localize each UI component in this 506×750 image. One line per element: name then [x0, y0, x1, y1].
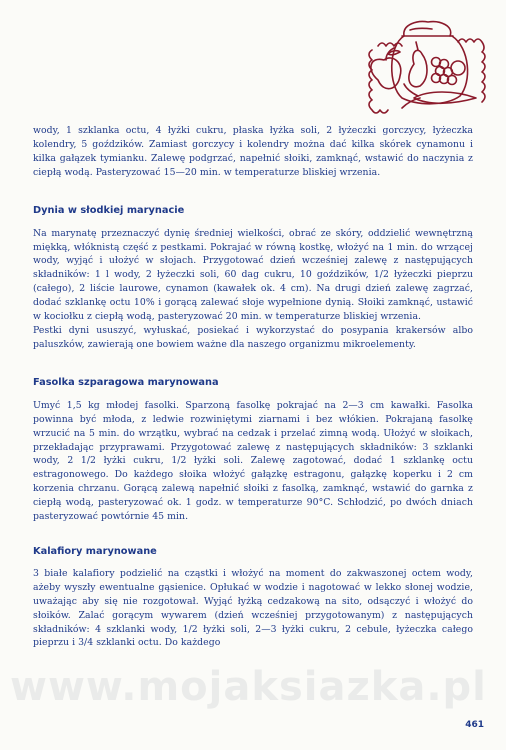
recipe-title: Dynia w słodkiej marynacie [33, 204, 185, 216]
watermark: www.mojaksiazka.pl [10, 664, 487, 710]
intro-paragraph: wody, 1 szklanka octu, 4 łyżki cukru, płaska łyżka soli, 2 łyżeczki gorczycy, łyżeczka kolendry, 5 goździków. Zamiast gorczycy i kolendry można dać kilka skórek cynamonu i kilka gałązek tymianku. Zalewę podgrzać, napełnić słoiki, zamknąć, wstawić do naczynia z ciepłą wodą. Pasteryzować 15—20 min. w temperaturze bliskiej wrzenia. [33, 125, 473, 178]
recipe-paragraph: Umyć 1,5 kg młodej fasolki. Sparzoną fasolkę pokrajać na 2—3 cm kawałki. Fasolka powinna być młoda, z ledwie rozwiniętymi ziarnami i bez włókien. Pokrajaną fasolkę wrzucić na 5 min. do wrzątku, wybrać na cedzak i przelać zimną wodą. Ułożyć w słoikach, przekładając przyprawami. Przygotować zalewę z następujących składników: 3 szklanki wody, 2 1/2 łyżki cukru, 1/2 łyżki soli. Zalewę zagotować, dodać 1 szklankę octu estragonowego. Do każdego słoika włożyć gałązkę estragonu, gałązkę koperku i 2 cm korzenia chrzanu. Gorącą zalewą napełnić słoiki z fasolką, zamknąć, wstawić do garnka z ciepłą wodą, pasteryzować ok. 1 godz. w temperaturze 90°C. Schłodzić, po dwóch dniach pasteryzować powtórnie 45 min. [33, 399, 473, 523]
page-content [33, 124, 473, 650]
recipe-paragraph: Pestki dyni ususzyć, wyłuskać, posiekać i wykorzystać do posypania krakersów albo paluszków, zawierają one bowiem ważne dla naszego organizmu mikroelementy. [33, 324, 473, 350]
recipe-paragraph: Na marynatę przeznaczyć dynię średniej wielkości, obrać ze skóry, oddzielić wewnętrzną miękką, włóknistą część z pestkami. Pokrajać w równą kostkę, włożyć na 1 min. do wrzącej wody, wyjąć i ułożyć w słojach. Przygotować dzień wcześniej zalewę z następujących składników: 1 l wody, 2 łyżeczki soli, 60 dag cukru, 10 goździków, 1/2 łyżeczki pieprzu (całego), 2 liście laurowe, cynamon (kawałek ok. 4 cm). Na drugi dzień zalewę zagrzać, dodać szklankę octu 10% i gorącą zalewać słoje wypełnione dynią. Słoiki zamknąć, ustawić w kociołku z ciepłą wodą, pasteryzować 20 min. w temperaturze bliskiej wrzenia. [33, 227, 473, 323]
jar-with-vegetables-icon [358, 6, 490, 122]
page-number: 461 [465, 720, 484, 730]
recipe-title: Fasolka szparagowa marynowana [33, 376, 219, 388]
recipe-paragraph: 3 białe kalafiory podzielić na cząstki i włożyć na moment do zakwaszonej octem wody, ażeby wyszły ewentualne gąsienice. Opłukać w wodzie i nagotować w lekko słonej wodzie, uważając aby się nie rozgotował. Wyjąć łyżką cedzakową na sito, odsączyć i włożyć do słoików. Zalać gorącym wywarem (dzień wcześniej przygotowanym) z następujących składników: 4 szklanki wody, 1/2 łyżki soli, 2—3 łyżki cukru, 2 cebule, łyżeczka całego pieprzu i 3/4 szklanki octu. Do każdego [33, 567, 473, 649]
recipe-title: Kalafiory marynowane [33, 545, 157, 557]
